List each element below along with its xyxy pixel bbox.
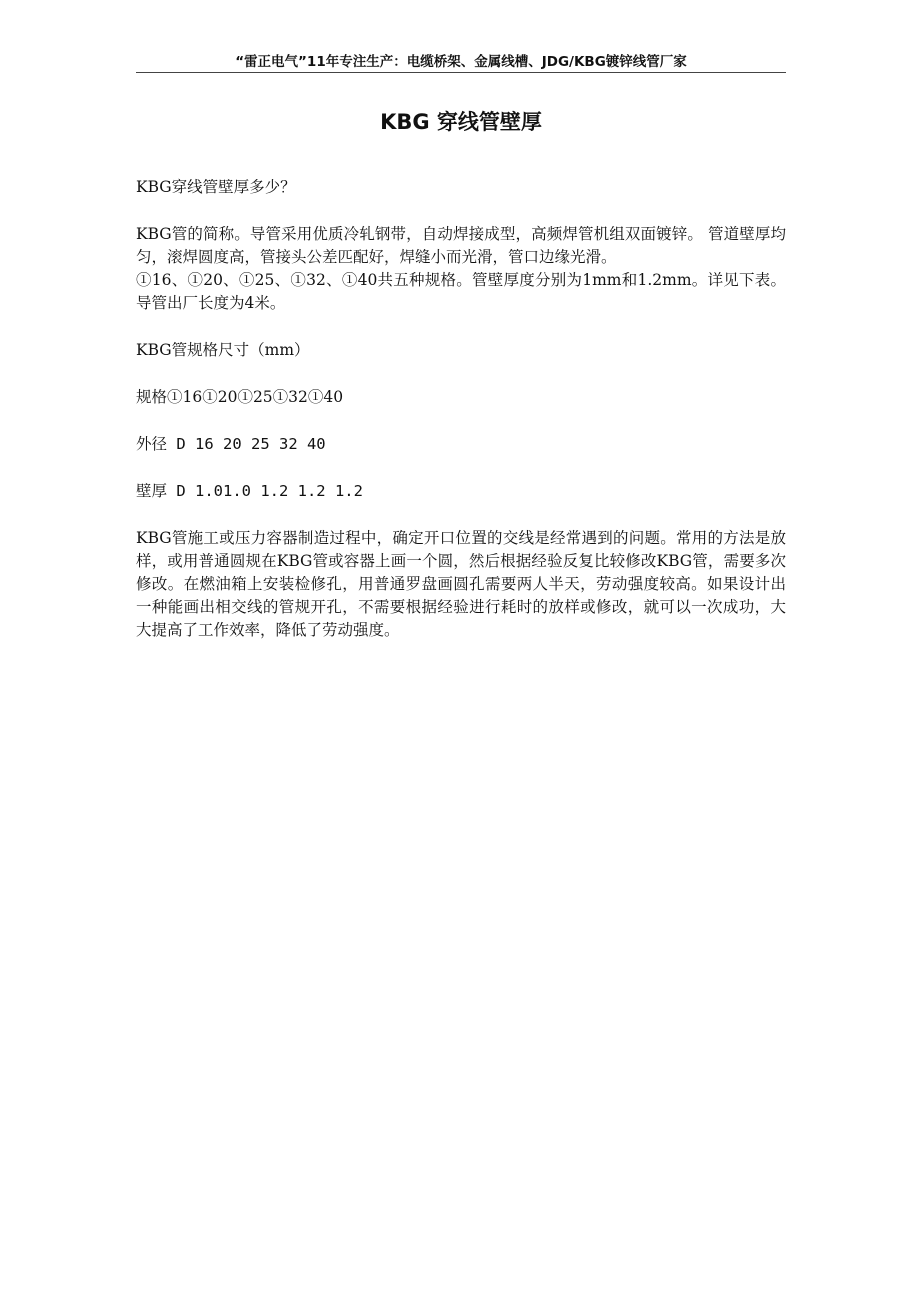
header-divider [136,72,786,73]
paragraph-gap [136,409,786,433]
spec-row: 规格①16①20①25①32①40 [136,388,344,406]
outer-diameter-row: 外径 D 16 20 25 32 40 [136,435,326,453]
paragraph-gap [136,362,786,386]
page-header: “雷正电气”11年专注生产：电缆桥架、金属线槽、JDG/KBG镀锌线管厂家 [235,54,687,70]
document-title: KBG 穿线管壁厚 [380,110,542,134]
intro-paragraph: KBG管的简称。导管采用优质冷轧钢带，自动焊接成型，高频焊管机组双面镀锌。 管道壁厚均匀，滚焊圆度高，管接头公差匹配好，焊缝小而光滑，管口边缘光滑。 [136,225,786,266]
table-caption: KBG管规格尺寸（mm） [136,341,310,359]
paragraph-gap [136,456,786,480]
question-paragraph: KBG穿线管壁厚多少？ [136,178,296,196]
paragraph-gap [136,503,786,527]
wall-thickness-row: 壁厚 D 1.01.0 1.2 1.2 1.2 [136,482,363,500]
paragraph-gap [136,315,786,339]
paragraph-gap [136,199,786,223]
closing-paragraph: KBG管施工或压力容器制造过程中，确定开口位置的交线是经常遇到的问题。常用的方法是放样，或用普通圆规在KBG管或容器上画一个圆，然后根据经验反复比较修改KBG管，需要多次修改。在燃油箱上安装检修孔，用普通罗盘画圆孔需要两人半天，劳动强度较高。如果设计出一种能画出相交线的管规开孔，不需要根据经验进行耗时的放样或修改，就可以一次成功，大大提高了工作效率，降低了劳动强度。 [136,529,786,639]
document-body [136,176,786,642]
specs-paragraph: ①16、①20、①25、①32、①40共五种规格。管壁厚度分别为1mm和1.2mm。详见下表。导管出厂长度为4米。 [136,271,786,312]
